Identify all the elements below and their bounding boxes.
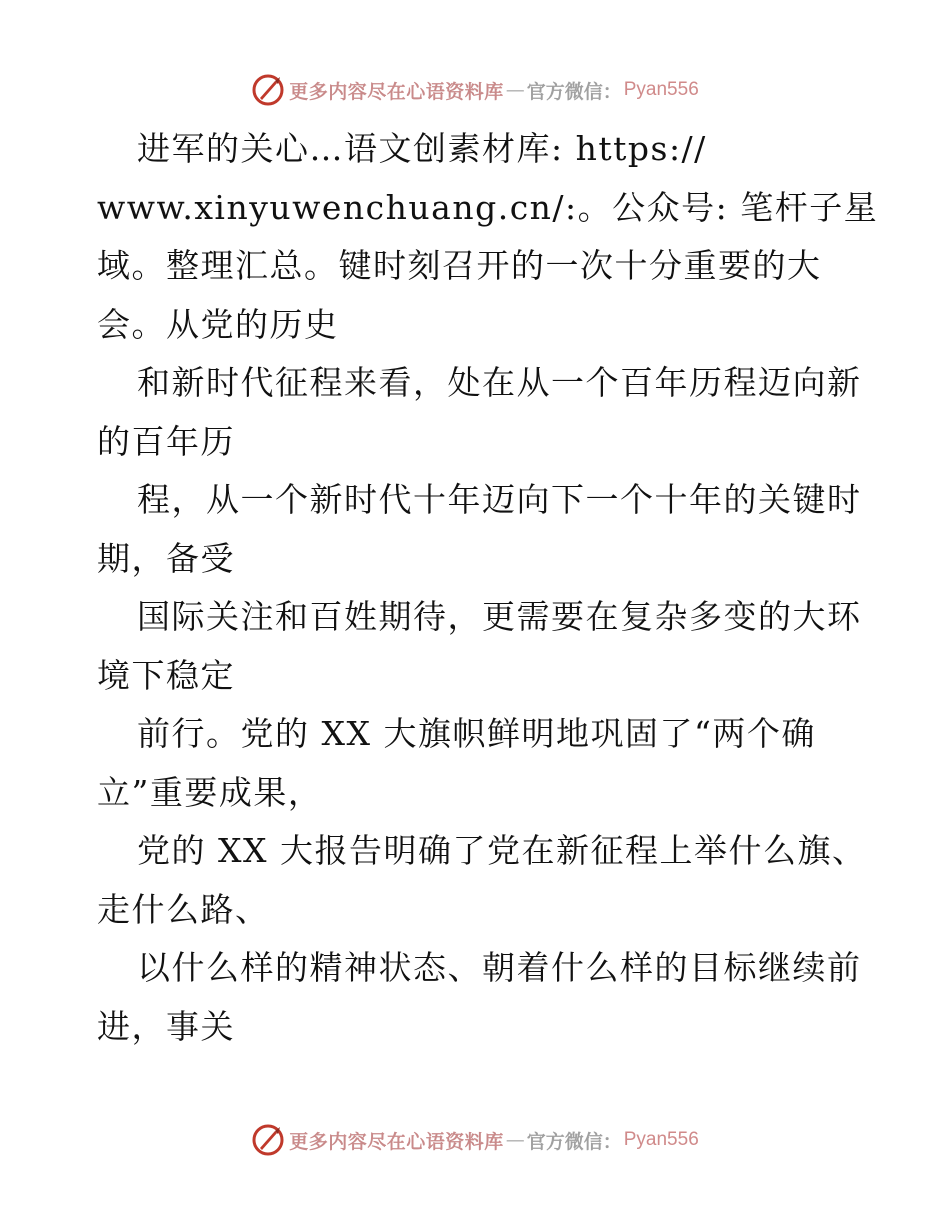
banner-separator: — xyxy=(505,79,525,101)
text-line: 域。整理汇总。键时刻召开的一次十分重要的大 xyxy=(97,246,822,285)
text-line: 走什么路、 xyxy=(97,889,270,929)
footer-watermark-banner xyxy=(0,1120,950,1160)
text-line: 以什么样的精神状态、朝着什么样的目标继续前 xyxy=(137,948,862,987)
banner-title: 更多内容尽在心语资料库 xyxy=(289,80,504,103)
text-line: 党的 XX 大报告明确了党在新征程上举什么旗、 xyxy=(137,831,867,870)
text-line: 会。从党的历史 xyxy=(97,304,339,344)
banner-wechat-id: Pyan556 xyxy=(623,79,699,100)
text-line: 进军的关心…语文创素材库: https:// xyxy=(137,129,707,168)
text-line: www.xinyuwenchuang.cn/:。公众号: 笔杆子星 xyxy=(97,187,879,227)
text-line: 期，备受 xyxy=(97,538,235,578)
banner-title: 更多内容尽在心语资料库 xyxy=(289,1130,504,1153)
text-line: 前行。党的 XX 大旗帜鲜明地巩固了“两个确 xyxy=(137,714,816,753)
quill-logo-icon xyxy=(251,1123,285,1157)
text-line: 境下稳定 xyxy=(97,655,235,695)
document-body xyxy=(97,120,879,1056)
text-line: 的百年历 xyxy=(97,421,235,461)
banner-wechat-label: 官方微信： xyxy=(526,1130,622,1153)
text-line: 立”重要成果， xyxy=(97,772,323,812)
text-line: 进，事关 xyxy=(97,1006,235,1046)
text-line: 国际关注和百姓期待，更需要在复杂多变的大环 xyxy=(137,597,862,636)
banner-separator: — xyxy=(505,1129,525,1151)
banner-wechat-label: 官方微信： xyxy=(526,80,622,103)
text-line: 程，从一个新时代十年迈向下一个十年的关键时 xyxy=(137,480,862,519)
header-watermark-banner xyxy=(0,70,950,110)
quill-logo-icon xyxy=(251,73,285,107)
text-line: 和新时代征程来看，处在从一个百年历程迈向新 xyxy=(137,363,862,402)
banner-wechat-id: Pyan556 xyxy=(623,1129,699,1150)
